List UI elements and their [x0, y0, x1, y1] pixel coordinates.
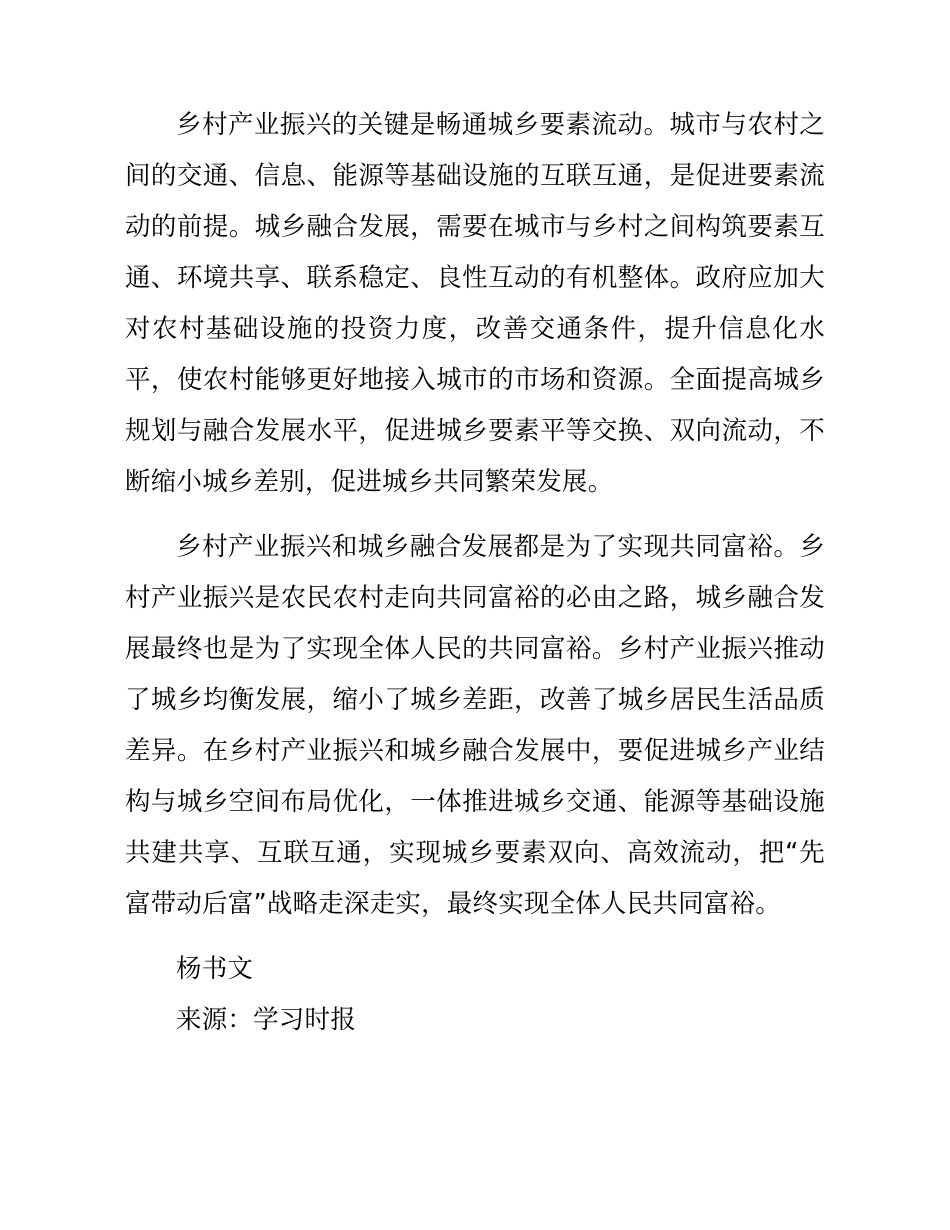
source-line: 来源：学习时报: [176, 1005, 356, 1035]
body-paragraph-2: 乡村产业振兴和城乡融合发展都是为了实现共同富裕。乡村产业振兴是农民农村走向共同富裕的必由之路，城乡融合发展最终也是为了实现全体人民的共同富裕。乡村产业振兴推动了城乡均衡发展，缩小了城乡差距，改善了城乡居民生活品质差异。在乡村产业振兴和城乡融合发展中，要促进城乡产业结构与城乡空间布局优化，一体推进城乡交通、能源等基础设施共建共享、互联互通，实现城乡要素双向、高效流动，把“先富带动后富”战略走深走实，最终实现全体人民共同富裕。: [125, 532, 825, 919]
body-paragraph-1: 乡村产业振兴的关键是畅通城乡要素流动。城市与农村之间的交通、信息、能源等基础设施的互联互通，是促进要素流动的前提。城乡融合发展，需要在城市与乡村之间构筑要素互通、环境共享、联系稳定、良性互动的有机整体。政府应加大对农村基础设施的投资力度，改善交通条件，提升信息化水平，使农村能够更好地接入城市的市场和资源。全面提高城乡规划与融合发展水平，促进城乡要素平等交换、双向流动，不断缩小城乡差别，促进城乡共同繁荣发展。: [125, 110, 825, 497]
document-body: [125, 100, 825, 1046]
author-name: 杨书文: [176, 954, 254, 984]
